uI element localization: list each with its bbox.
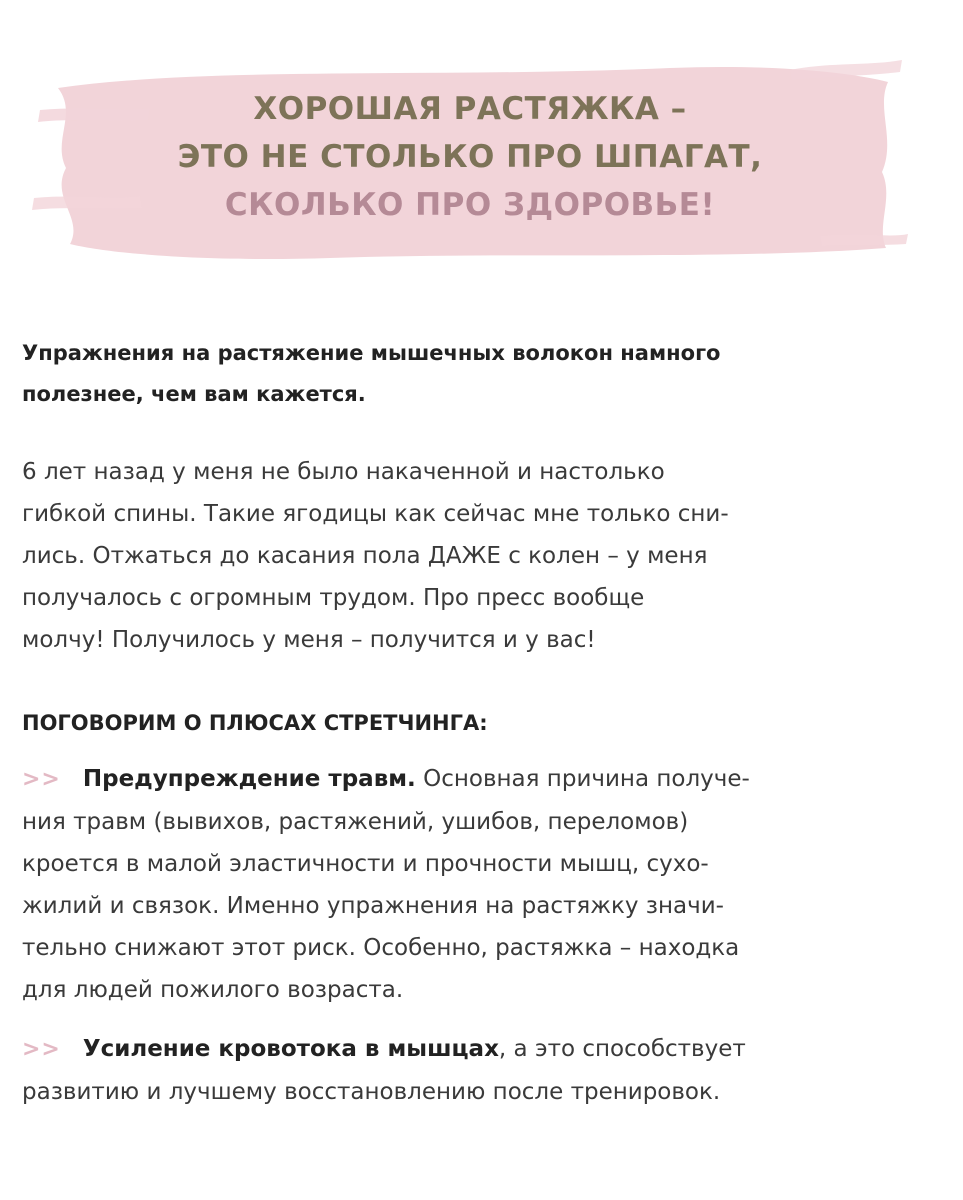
banner-line-2: ЭТО НЕ СТОЛЬКО ПРО ШПАГАТ, <box>177 139 763 175</box>
benefit-line: развитию и лучшему восстановлению после тренировок. <box>22 1079 721 1105</box>
banner-line-3: СКОЛЬКО ПРО ЗДОРОВЬЕ! <box>224 187 716 223</box>
benefit-line: ния травм (вывихов, растяжений, ушибов, переломов) <box>22 809 689 835</box>
benefit-line: жилий и связок. Именно упражнения на растяжку значи- <box>22 893 724 919</box>
story-line-3: лись. Отжаться до касания пола ДАЖЕ с колен – у меня <box>22 543 708 569</box>
benefit-line: тельно снижают этот риск. Особенно, растяжка – находка <box>22 935 740 961</box>
lead-paragraph <box>22 333 942 415</box>
story-line-1: 6 лет назад у меня не было накаченной и настолько <box>22 459 665 485</box>
banner-line-1: ХОРОШАЯ РАСТЯЖКА – <box>253 91 687 127</box>
benefit-text-start: , а это способствует <box>498 1036 746 1062</box>
benefit-title: Предупреждение травм. <box>82 766 416 792</box>
double-chevron-icon: >> <box>22 767 61 792</box>
benefit-title: Усиление кровотока в мышцах <box>82 1036 499 1062</box>
benefit-first-line <box>22 1028 952 1071</box>
story-line-5: молчу! Получилось у меня – получится и у вас! <box>22 627 596 653</box>
section-heading: ПОГОВОРИМ О ПЛЮСАХ СТРЕТЧИНГА: <box>22 711 488 735</box>
benefit-first-line <box>22 758 952 801</box>
title-banner <box>30 48 910 266</box>
story-paragraph <box>22 451 942 661</box>
lead-line-2: полезнее, чем вам кажется. <box>22 382 366 406</box>
story-line-4: получалось с огромным трудом. Про пресс вообще <box>22 585 645 611</box>
benefit-line: кроется в малой эластичности и прочности мышц, сухо- <box>22 851 709 877</box>
benefit-text-start: Основная причина получе- <box>415 766 750 792</box>
double-chevron-icon: >> <box>22 1037 61 1062</box>
benefit-item-blood-flow <box>22 1028 952 1113</box>
benefit-item-injury-prevention <box>22 758 952 1011</box>
story-line-2: гибкой спины. Такие ягодицы как сейчас мне только сни- <box>22 501 729 527</box>
banner-title <box>30 48 910 266</box>
lead-line-1: Упражнения на растяжение мышечных волокон намного <box>22 341 721 365</box>
benefit-line: для людей пожилого возраста. <box>22 977 404 1003</box>
